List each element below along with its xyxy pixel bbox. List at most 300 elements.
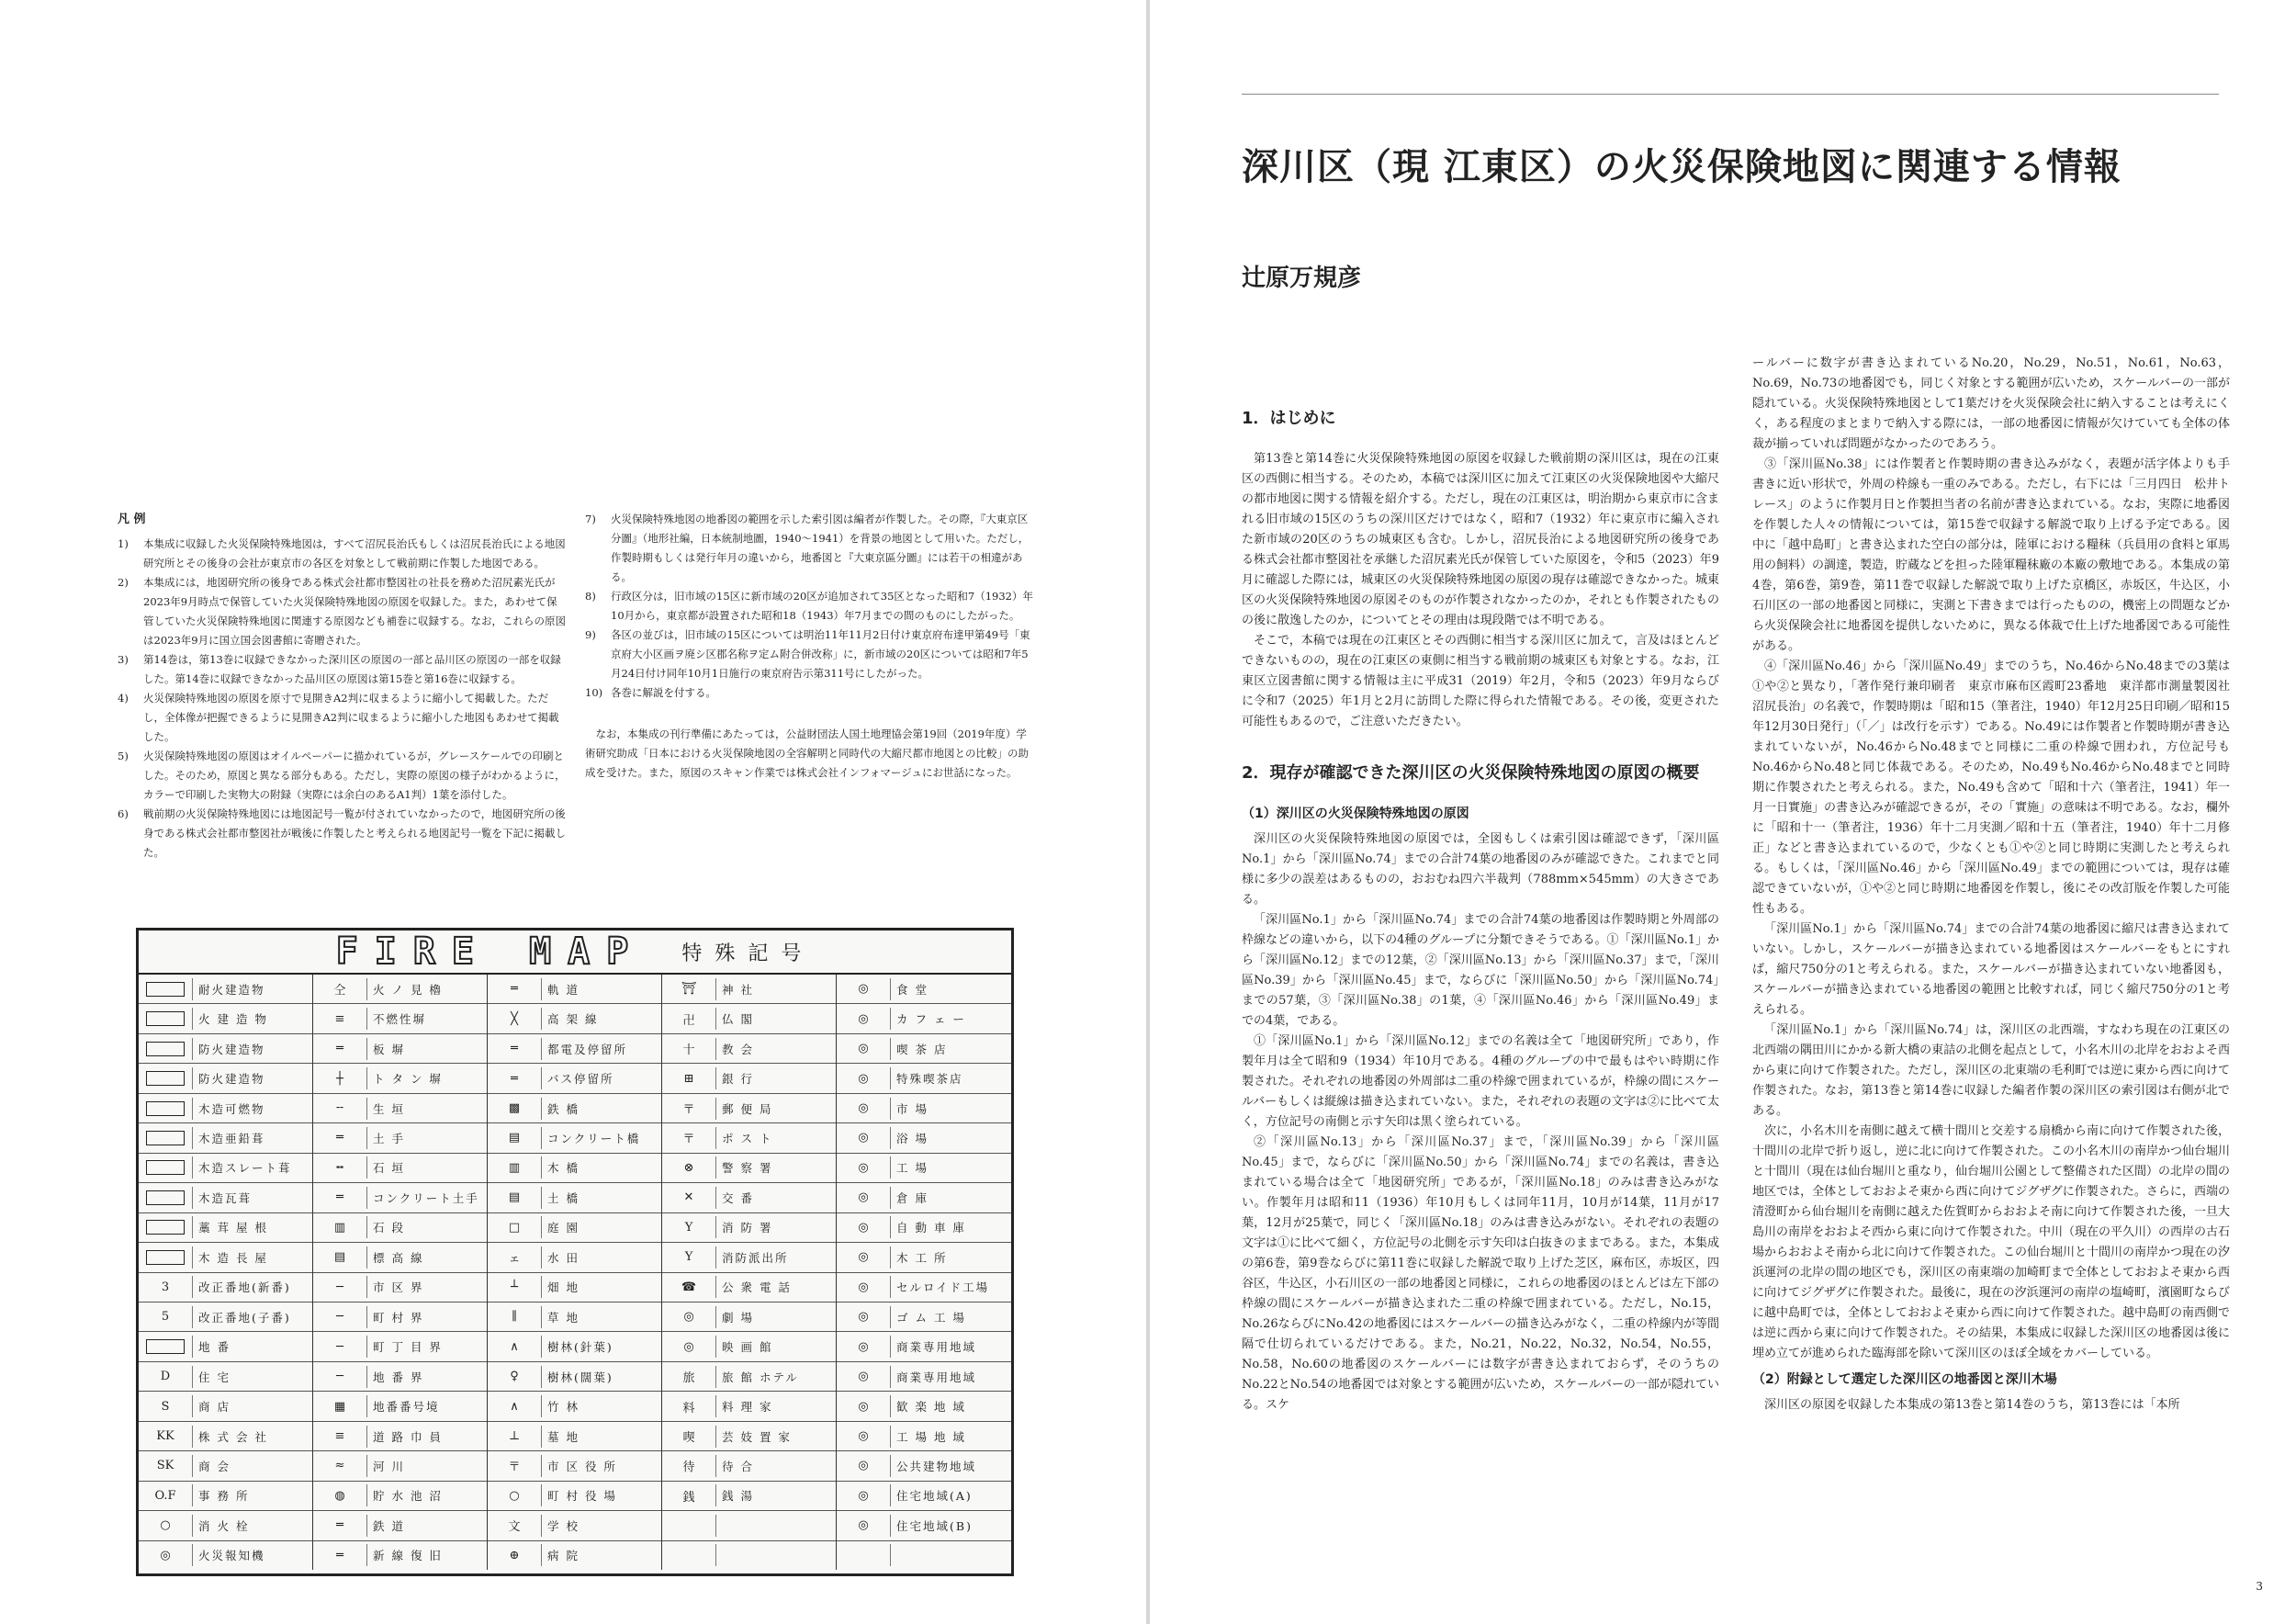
fire-map-symbol-row [488,1451,661,1481]
fire-map-symbol-row [313,1094,487,1123]
map-symbol-label: 消 防 署 [722,1221,773,1235]
fire-map-column [313,975,488,1570]
map-symbol-label: 消防派出所 [722,1250,789,1265]
fire-map-symbol-row [488,1213,661,1243]
fire-map-symbol-row [662,1183,836,1212]
map-symbol-label: 倉 庫 [896,1190,929,1205]
map-symbol-label: 木造スレート葺 [198,1161,292,1176]
map-symbol-icon: ═ [313,1187,367,1209]
map-symbol-icon: ◎ [662,1306,716,1328]
map-symbol-label: 木造亜鉛葺 [198,1131,265,1145]
map-symbol-icon: ◎ [837,1395,891,1417]
fire-map-symbol-row [313,1362,487,1392]
map-symbol-label: 住宅地域(B) [896,1518,973,1533]
fire-map-symbol-row [488,975,661,1004]
fire-map-symbol-row [488,1154,661,1183]
map-symbol-icon: ═ [313,1544,367,1566]
map-symbol-icon: ♀ [488,1366,542,1388]
fire-map-symbol-row [313,1511,487,1540]
fire-map-symbol-row [313,1183,487,1212]
fire-map-symbol-row [837,1541,1011,1570]
fire-map-symbol-row [139,1422,312,1451]
building-box-icon [146,1250,185,1265]
map-symbol-icon: ═ [313,1127,367,1149]
fire-map-symbol-row [837,1511,1011,1540]
subsection-heading-1: （1）深川区の火災保険特殊地図の原図 [1242,806,1469,821]
map-symbol-icon [139,1127,193,1149]
fire-map-column [488,975,662,1570]
map-symbol-label: 火災報知機 [198,1549,265,1563]
map-symbol-icon: ≈ [313,1455,367,1477]
map-symbol-icon: Y [662,1246,716,1269]
fire-map-symbol-row [662,1004,836,1033]
map-symbol-icon: ◎ [837,1008,891,1030]
fire-map-symbol-row [662,1154,836,1183]
paragraph: 「深川區No.1」から「深川區No.74」までの合計74葉の地番図は作製時期と外周部の枠線などの違いから，以下の4種のグループに分類できそうである。①「深川區No.1」から「深川區No.12」までの12葉，②「深川區No.13」から「深川區No.37」まで，「深川區No.39」から「深川區No.45」まで，ならびに「深川區No.50」から「深川區No.74」までの57葉，③「深川區No.38」の1葉，④「深川區No.46」から「深川區No.49」までの4葉，である。 [1242,913,1719,1028]
map-symbol-icon: Y [662,1216,716,1238]
paragraph: そこで，本稿では現在の江東区とその西側に相当する深川区に加えて，言及はほとんどできないものの，現在の江東区の東側に相当する戦前期の城東区も対象とする。なお，江東区立図書館に関する情報は主に平成31（2019）年2月，令和5（2023）年9月ならびに令和7（2025）年1月と2月に訪問した際に得られた情報である。その後，変更された可能性もあるので，ご注意いただきたい。 [1242,634,1719,728]
map-symbol-label: 市 区 役 所 [547,1459,617,1473]
map-symbol-icon [139,1038,193,1060]
map-symbol-label: 食 堂 [896,982,929,997]
map-symbol-icon: ◎ [837,1127,891,1149]
map-symbol-icon: ☎ [662,1276,716,1298]
map-symbol-label: 藁 茸 屋 根 [198,1221,268,1235]
map-symbol-label: 石 段 [373,1221,405,1235]
legend-item-text: 各巻に解説を付する。 [611,686,716,699]
map-symbol-label: 土 橋 [547,1190,580,1205]
fire-map-header [139,930,1011,975]
map-symbol-label: 竹 林 [547,1400,580,1415]
map-symbol-label: 新 線 復 旧 [373,1549,443,1563]
map-symbol-label: 旅 館 ホテル [722,1370,799,1384]
map-symbol-label: ポ ス ト [722,1131,773,1145]
map-symbol-icon: ◎ [837,1426,891,1448]
paragraph: ④「深川區No.46」から「深川區No.49」までのうち，No.46からNo.48までの3葉は①や②と異なり，「著作発行兼印刷者 東京市麻布区霞町23番地 東洋都市測量製図社 沼尻長治」の名義で，作製時期は「昭和15（筆者注，1940）年12月25日印刷／昭和15年12月30日発行」（「／」は改行を示す）である。No.49には作製者と作製時期が書き込まれていないが，No.46からNo.48までと同様に二重の枠線で囲われ，方位記号もNo.46からNo.48と同じ体裁である。そのため，No.49もNo.46からNo.48までと同時期に作製されたと考えられる。また，No.49も含めて「昭和十六（筆者注，1941）年一月一日實施」の書き込みが確認できるが，その「實施」の意味は不明である。なお，欄外に「昭和十一（筆者注，1936）年十二月実測／昭和十五（筆者注，1940）年十二月修正」などと書き込まれているので，少なくとも①や②と同じ時期に実測したと考えられる。もしくは，「深川區No.46」から「深川區No.49」までの範囲については，現存は確認できていないが，①や②と同じ時期に地番図を作製し，後にその改訂版を作製した可能性もある。 [1752,660,2243,916]
map-symbol-label: 工 場 [896,1161,929,1176]
map-symbol-label: 芸 妓 置 家 [722,1429,792,1444]
fire-map-symbol-row [662,1034,836,1064]
map-symbol-label: 消 火 栓 [198,1518,250,1533]
map-symbol-label: 病 院 [547,1549,580,1563]
map-symbol-label: 教 会 [722,1042,754,1056]
fire-map-symbol-row [662,1451,836,1481]
paragraph: 「深川區No.1」から「深川區No.74」は，深川区の北西端，すなわち現在の江東区の北西端の隅田川にかかる新大橋の東詰の北側を起点として，小名木川の北岸をおおよそ西から東に向けて作製された。ただし，深川区の北東端の毛利町では逆に東から西に向けて作製された。なお，第13巻と第14巻に収録した編者作製の深川区の索引図は右側が北である。 [1752,1023,2231,1118]
map-symbol-icon: ◎ [837,1038,891,1060]
map-symbol-icon: ═ [488,1038,542,1060]
map-symbol-label: 公共建物地域 [896,1459,977,1473]
map-symbol-label: 地 番 界 [373,1370,424,1384]
subsection-heading-2: （2）附録として選定した深川区の地番図と深川木場 [1752,1372,2057,1387]
map-symbol-icon: ◎ [662,1336,716,1358]
fire-map-column [837,975,1011,1570]
fire-map-symbol-row [837,1064,1011,1093]
map-symbol-icon: ◎ [837,1336,891,1358]
map-symbol-icon: ╍ [313,1156,367,1179]
map-symbol-icon: ✕ [662,1187,716,1209]
map-symbol-label: 町 丁 目 界 [373,1340,443,1355]
map-symbol-icon: ◎ [837,1216,891,1238]
building-box-icon [146,1220,185,1235]
map-symbol-icon: ═ [313,1515,367,1537]
paragraph: ②「深川區No.13」から「深川區No.37」まで，「深川區No.39」から「深川區No.45」まで，ならびに「深川區No.50」から「深川區No.74」までの名義は，書き込まれている場合は全て「地図研究所」であるが，「深川區No.18」のみは書き込みがない。作製年月は昭和11（1936）年10月もしくは同年11月，10月が14葉，11月が17葉，12月が25葉で，同じく「深川區No.18」のみは書き込みがない。それぞれの表題の文字は①に比べて細く，方位記号の北側を示す矢印は白抜きのままである。また，本集成の第6巻，第9巻ならびに第11巻に収録した解説で取り上げた芝区，麻布区，赤坂区，四谷区，牛込区，小石川区の一部の地番図と同様に，これらの地番図のほとんどは左下部の枠線の間にスケールバーが描き込まれた二重の枠線で囲まれている。ただし，No.15，No.26ならびにNo.42の地番図にはスケールバーの描き込みがなく，二重の枠線内が等間隔で仕切られているだけである。また，No.21，No.22，No.32，No.54，No.55，No.58，No.60の地番図のスケールバーには数字が書き込まれておらず，そのうちのNo.22とNo.54の地番図では対象とする範囲が広いため，スケールバーの一部が隠れている。スケ [1242,1135,1720,1412]
acknowledgement-note: なお，本集成の刊行準備にあたっては，公益財団法人国土地理協会第19回（2019年度）学術研究助成「日本における火災保険地図の全容解明と同時代の大縮尺都市地図との比較」の助成を受けた。また，原図のスキャン作業では株式会社インフォマージュにお世話になった。 [585,727,1029,779]
map-symbol-label: 木造瓦葺 [198,1190,253,1205]
legend-item-text: 火災保険特殊地図の原図はオイルペーパーに描かれているが，グレースケールでの印刷とした。そのため，原図と異なる部分もある。ただし，実際の原図の様子がわかるように，カラーで印刷した実物大の附録（実際には余白のあるA1判）1葉を添付した。 [143,750,566,801]
fire-map-symbol-row [313,1154,487,1183]
map-symbol-icon: ─ [313,1306,367,1328]
map-symbol-icon: ◎ [837,1098,891,1120]
map-symbol-icon: ◎ [837,1156,891,1179]
map-symbol-icon [139,1216,193,1238]
map-symbol-label: 商業専用地域 [896,1370,977,1384]
map-symbol-label: コンクリート土手 [373,1190,479,1205]
fire-map-symbol-row [837,1154,1011,1183]
fire-map-symbol-row [139,1482,312,1511]
legend-item-number: 2) [118,576,129,589]
map-symbol-icon: ◎ [837,1306,891,1328]
map-symbol-label: 道 路 巾 員 [373,1429,443,1444]
map-symbol-icon: ═ [488,978,542,1000]
building-box-icon [146,1042,185,1056]
fire-map-symbol-row [837,1332,1011,1361]
building-box-icon [146,1131,185,1145]
legend-item-text: 本集成には，地図研究所の後身である株式会社都市整図社の社長を務めた沼尻素光氏が2023年9月時点で保管していた火災保険特殊地図の原図を収録した。また，あわせて保管していた火災保険特殊地図に関連する原図なども補巻に収録する。なお，これらの原図は2023年9月に国立国会図書館に寄贈された。 [143,576,566,647]
paragraph: 深川区の火災保険特殊地図の原図では，全図もしくは索引図は確認できず，「深川區No.1」から「深川區No.74」までの合計74葉の地番図のみが確認できた。これまでと同様に多少の誤差はあるものの，おおむね四六半裁判（788mm×545mm）の大きさである。 [1242,832,1719,907]
fire-map-symbol-row [488,1362,661,1392]
legend-item [118,747,568,805]
map-symbol-label: 改正番地(新番) [198,1280,291,1295]
legend-item-text: 第14巻は，第13巻に収録できなかった深川区の原図の一部と品川区の原図の一部を収録した。第14巻に収録できなかった品川区の原図は第15巻と第16巻に収録する。 [143,653,561,685]
map-symbol-icon: 待 [662,1455,716,1477]
map-symbol-icon: ◎ [837,1187,891,1209]
map-symbol-icon: ⊞ [662,1067,716,1089]
legend-item-text: 本集成に収録した火災保険特殊地図は，すべて沼尻長治氏もしくは沼尻長治氏による地図研究所とその後身の会社が東京市の各区を対象として戦前期に作製した地図である。 [143,537,566,570]
fire-map-symbol-row [837,975,1011,1004]
map-symbol-label: 高 架 線 [547,1012,599,1027]
fire-map-symbol-row [837,1213,1011,1243]
map-symbol-label: 歓 楽 地 域 [896,1400,966,1415]
map-symbol-icon: ▩ [488,1098,542,1120]
map-symbol-icon: ⊥ [488,1426,542,1448]
map-symbol-label: 地 番 [198,1340,231,1355]
legend-item-number: 9) [585,628,596,641]
fire-map-symbol-row [662,1541,836,1570]
map-symbol-label: バス停留所 [547,1072,614,1087]
fire-map-symbol-row [662,1482,836,1511]
map-symbol-icon: ─ [313,1336,367,1358]
legend-item [585,626,1035,683]
map-symbol-label: 市 区 界 [373,1280,424,1295]
map-symbol-icon [139,1336,193,1358]
map-symbol-icon: ≡ [313,1008,367,1030]
fire-map-symbol-row [837,1392,1011,1421]
map-symbol-label: 鉄 道 [373,1518,405,1533]
map-symbol-label: 警 察 署 [722,1161,773,1176]
fire-map-symbol-row [662,1273,836,1303]
fire-map-symbol-row [488,1332,661,1361]
fire-map-symbol-row [139,1541,312,1570]
legend-item-text: 戦前期の火災保険特殊地図には地図記号一覧が付されていなかったので，地図研究所の後身である株式会社都市整図社が戦後に作製したと考えられる地図記号一覧を下記に掲載した。 [143,807,566,859]
fire-map-symbol-row [313,1123,487,1153]
map-symbol-icon: ∧ [488,1395,542,1417]
fire-map-symbol-row [488,1123,661,1153]
map-symbol-icon [139,1187,193,1209]
fire-map-column [662,975,837,1570]
map-symbol-icon: ⊗ [662,1156,716,1179]
map-symbol-label: コンクリート橋 [547,1131,641,1145]
map-symbol-label: 浴 場 [896,1131,929,1145]
map-symbol-label: 土 手 [373,1131,405,1145]
fire-map-symbol-row [313,1064,487,1093]
section-heading-intro: 1．はじめに [1242,409,1336,428]
map-symbol-icon: ◍ [313,1484,367,1506]
map-symbol-icon: ∧ [488,1336,542,1358]
map-symbol-icon: ≡ [313,1426,367,1448]
map-symbol-label: 木 造 長 屋 [198,1250,268,1265]
fire-map-symbol-row [488,1243,661,1272]
fire-map-symbol-row [837,1243,1011,1272]
map-symbol-icon: ◎ [139,1544,193,1566]
fire-map-symbol-row [139,1154,312,1183]
map-symbol-icon: 料 [662,1395,716,1417]
paragraph: 「深川區No.1」から「深川區No.74」までの合計74葉の地番図に縮尺は書き込まれていない。しかし，スケールバーが描き込まれている地番図はスケールバーをもとにすれば，縮尺750分の1と考えられる。また，スケールバーが描き込まれていない地番図も，スケールバーが描き込まれている地番図の範囲と比較すれば，同じく縮尺750分の1と考えられる。 [1752,922,2230,1017]
map-symbol-label: 防火建造物 [198,1072,265,1087]
fire-map-symbol-row [139,1213,312,1243]
map-symbol-icon: ▤ [488,1187,542,1209]
fire-map-subtitle: 特殊記号 [681,942,815,965]
fire-map-symbol-row [488,1541,661,1570]
fire-map-symbol-row [662,1094,836,1123]
legend-item [585,510,1035,587]
map-symbol-icon: ◎ [837,1515,891,1537]
legend-item-text: 各区の並びは，旧市域の15区については明治11年11月2日付け東京府布達甲第49号「東京府大小区画ヲ廃シ区郡名称ヲ定ム附合併改称」に，新市域の20区については昭和7年5月24日付け同年10月1日施行の東京府告示第311号にしたがった。 [611,628,1030,680]
fire-map-symbol-row [837,1482,1011,1511]
fire-map-column [139,975,313,1570]
map-symbol-label: 商 会 [198,1459,231,1473]
map-symbol-icon: ○ [139,1515,193,1537]
map-symbol-label: 生 垣 [373,1101,405,1116]
legend-item-text: 火災保険特殊地図の地番図の範囲を示した索引図は編者が作製した。その際，『大東京区分圖』（地形社編，日本統制地圖，1940～1941）を背景の地図として用いた。ただし，作製時期もしくは発行年月の違いから，地番図と『大東京區分圖』には若干の相違がある。 [611,513,1030,583]
fire-map-symbol-row [139,1332,312,1361]
fire-map-symbol-row [313,1243,487,1272]
paragraph: 第13巻と第14巻に火災保険特殊地図の原図を収録した戦前期の深川区は，現在の江東区の西側に相当する。そのため，本稿では深川区に加えて江東区の火災保険地図や大縮尺の都市地図に関する情報を紹介する。ただし，現在の江東区は，明治期から東京市に含まれる旧市域の15区のうちの深川区だけではなく，昭和7（1932）年に東京市に編入された新市域の20区のうちの城東区も含む。しかし，沼尻長治による地図研究所の後身である株式会社都市整図社を承継した沼尻素光氏が保管していた原図を，令和5（2023）年9月に確認した際には，城東区の火災保険特殊地図の原図の現存は確認できなかった。城東区の火災保険特殊地図の原図そのものが作製されなかったのか，それとも作製されたものの後に散逸したのか，についてとその理由は現段階では不明である。 [1242,452,1720,627]
fire-map-symbol-row [662,1243,836,1272]
fire-map-symbol-row [139,1451,312,1481]
paragraph: ールバーに数字が書き込まれているNo.20，No.29，No.51，No.61，No.63，No.69，No.73の地番図でも，同じく対象とする範囲が広いため，スケールバーの一部が隠れている。火災保険特殊地図として1葉だけを火災保険会社に納入することは考えにくく，ある程度のまとまりで納入する際には，一部の地番図に情報が欠けていても全体の体裁が揃っていれば問題がなかったのであろう。 [1752,356,2230,451]
fire-map-symbol-row [139,1273,312,1303]
fire-map-symbol-row [662,975,836,1004]
map-symbol-icon: ェ [488,1246,542,1269]
fire-map-grid [139,975,1011,1570]
map-symbol-label: 学 校 [547,1518,580,1533]
map-symbol-label: 町 村 界 [373,1310,424,1325]
fire-map-symbol-row [488,1034,661,1064]
fire-map-symbol-row [837,1422,1011,1451]
map-symbol-label: 特殊喫茶店 [896,1072,963,1087]
map-symbol-icon: ○ [488,1484,542,1506]
map-symbol-label: 防火建造物 [198,1042,265,1056]
fire-map-symbol-row [139,1392,312,1421]
legend-item-number: 7) [585,513,596,525]
legend-item [118,650,568,689]
fire-map-symbol-row [837,1094,1011,1123]
legend-notes-column-2 [585,510,1035,783]
fire-map-symbol-row [488,1511,661,1540]
map-symbol-label: 樹林(闊葉) [547,1370,613,1384]
map-symbol-icon: 文 [488,1515,542,1537]
fire-map-symbol-row [837,1004,1011,1033]
fire-map-symbol-row [313,1004,487,1033]
map-symbol-label: 自 動 車 庫 [896,1221,966,1235]
fire-map-title: FIRE MAP [335,930,646,973]
legend-item [585,587,1035,626]
map-symbol-icon: 〒 [488,1455,542,1477]
fire-map-symbol-row [313,1451,487,1481]
fire-map-symbol-row [837,1273,1011,1303]
map-symbol-icon: ⊕ [488,1544,542,1566]
map-symbol-icon: ─ [313,1366,367,1388]
map-symbol-label: 石 垣 [373,1161,405,1176]
map-symbol-label: 商 店 [198,1400,231,1415]
map-symbol-icon: ▦ [313,1395,367,1417]
legend-notes-column-1 [118,510,568,863]
fire-map-symbol-row [313,1332,487,1361]
map-symbol-label: ゴ ム 工 場 [896,1310,966,1325]
fire-map-symbol-row [139,1183,312,1212]
map-symbol-icon: ╳ [488,1008,542,1030]
fire-map-symbol-row [488,1183,661,1212]
paragraph: ①「深川區No.1」から「深川區No.12」までの名義は全て「地図研究所」であり，作製年月は全て昭和9（1934）年10月である。4種のグループの中で最もはやい時期に作製された。それぞれの地番図の外周部は二重の枠線で囲まれているが，枠線の間にスケールバーもしくは縦線は描き込まれていない。また，それぞれの表題の文字は②に比べて太く，方位記号の南側と示す矢印は黒く塗られている。 [1242,1034,1720,1129]
map-symbol-label: 都電及停留所 [547,1042,628,1056]
map-symbol-label: 標 高 線 [373,1250,424,1265]
fire-map-symbol-row [488,1064,661,1093]
map-symbol-icon: 〒 [662,1098,716,1120]
map-symbol-icon: 喫 [662,1426,716,1448]
building-box-icon [146,1101,185,1116]
legend-item-number: 8) [585,590,596,603]
map-symbol-icon: ◎ [837,978,891,1000]
map-symbol-icon: ═ [488,1067,542,1089]
fire-map-symbol-row [837,1034,1011,1064]
map-symbol-icon [662,1515,716,1537]
map-symbol-label: 銀 行 [722,1072,754,1087]
legend-item [118,805,568,863]
map-symbol-icon: 5 [139,1306,193,1328]
fire-map-symbol-row [139,1123,312,1153]
map-symbol-label: 事 務 所 [198,1489,250,1504]
map-symbol-icon: ┼ [313,1067,367,1089]
article-title: 深川区（現 江東区）の火災保険地図に関連する情報 [1242,146,2122,188]
legend-item [118,535,568,573]
map-symbol-icon: ─ [313,1276,367,1298]
left-page [0,0,1146,1624]
map-symbol-label: 木造可燃物 [198,1101,265,1116]
map-symbol-icon: 3 [139,1276,193,1298]
fire-map-symbol-row [139,1303,312,1332]
map-symbol-icon: ▥ [488,1156,542,1179]
map-symbol-label: 木 工 所 [896,1250,948,1265]
map-symbol-icon [139,1156,193,1179]
legend-item [118,689,568,747]
fire-map-symbol-row [488,1303,661,1332]
map-symbol-label: 映 画 館 [722,1340,773,1355]
map-symbol-icon: 卍 [662,1008,716,1030]
map-symbol-label: 住宅地域(A) [896,1489,973,1504]
map-symbol-icon [139,1008,193,1030]
map-symbol-icon: KK [139,1426,193,1448]
fire-map-symbol-row [662,1511,836,1540]
fire-map-symbol-row [662,1064,836,1093]
fire-map-symbol-row [139,1511,312,1540]
map-symbol-label: 郵 便 局 [722,1101,773,1116]
map-symbol-label: 神 社 [722,982,754,997]
map-symbol-label: 商業専用地域 [896,1340,977,1355]
fire-map-symbol-row [313,1541,487,1570]
paragraph: 深川区の原図を収録した本集成の第13巻と第14巻のうち，第13巻には「本所 [1764,1398,2180,1412]
map-symbol-label: 貯 水 池 沼 [373,1489,443,1504]
fire-map-symbol-row [139,1243,312,1272]
building-box-icon [146,1190,185,1205]
map-symbol-icon: ▤ [313,1246,367,1269]
map-symbol-icon: ◎ [837,1366,891,1388]
legend-item-number: 6) [118,807,129,820]
map-symbol-label: 草 地 [547,1310,580,1325]
map-symbol-icon: □ [488,1216,542,1238]
map-symbol-label: 畑 地 [547,1280,580,1295]
right-page [1150,0,2296,1624]
map-symbol-label: 不燃性塀 [373,1012,427,1027]
fire-map-symbol-row [313,1034,487,1064]
map-symbol-label: 公 衆 電 話 [722,1280,792,1295]
map-symbol-icon: ╌ [313,1098,367,1120]
map-symbol-icon: 仝 [313,978,367,1000]
map-symbol-label: 住 宅 [198,1370,231,1384]
map-symbol-label: 株 式 会 社 [198,1429,268,1444]
legend-heading: 凡 例 [118,513,146,526]
fire-map-symbol-row [313,1422,487,1451]
map-symbol-label: 軌 道 [547,982,580,997]
map-symbol-label: 仏 閣 [722,1012,754,1027]
fire-map-symbol-row [662,1392,836,1421]
fire-map-symbol-row [488,1004,661,1033]
legend-item-number: 3) [118,653,129,666]
map-symbol-icon: 〒 [662,1127,716,1149]
building-box-icon [146,1160,185,1175]
map-symbol-label: 料 理 家 [722,1400,773,1415]
fire-map-symbol-row [139,1094,312,1123]
map-symbol-icon: ⛩ [662,978,716,1000]
map-symbol-icon: SK [139,1455,193,1477]
building-box-icon [146,1339,185,1354]
body-column-2 [1752,354,2243,1415]
page-number: 3 [2256,1580,2263,1593]
map-symbol-icon: S [139,1395,193,1417]
fire-map-symbol-row [313,975,487,1004]
map-symbol-label: 墓 地 [547,1429,580,1444]
map-symbol-icon [139,978,193,1000]
map-symbol-icon: ═ [313,1038,367,1060]
map-symbol-label: 地番番号境 [373,1400,440,1415]
fire-map-symbol-table [136,928,1014,1576]
fire-map-symbol-row [837,1183,1011,1212]
article-author: 辻原万規彦 [1242,265,1362,292]
map-symbol-icon [139,1246,193,1269]
fire-map-symbol-row [837,1451,1011,1481]
map-symbol-label: 喫 茶 店 [896,1042,948,1056]
map-symbol-icon: ◎ [837,1455,891,1477]
map-symbol-label: 改正番地(子番) [198,1310,291,1325]
